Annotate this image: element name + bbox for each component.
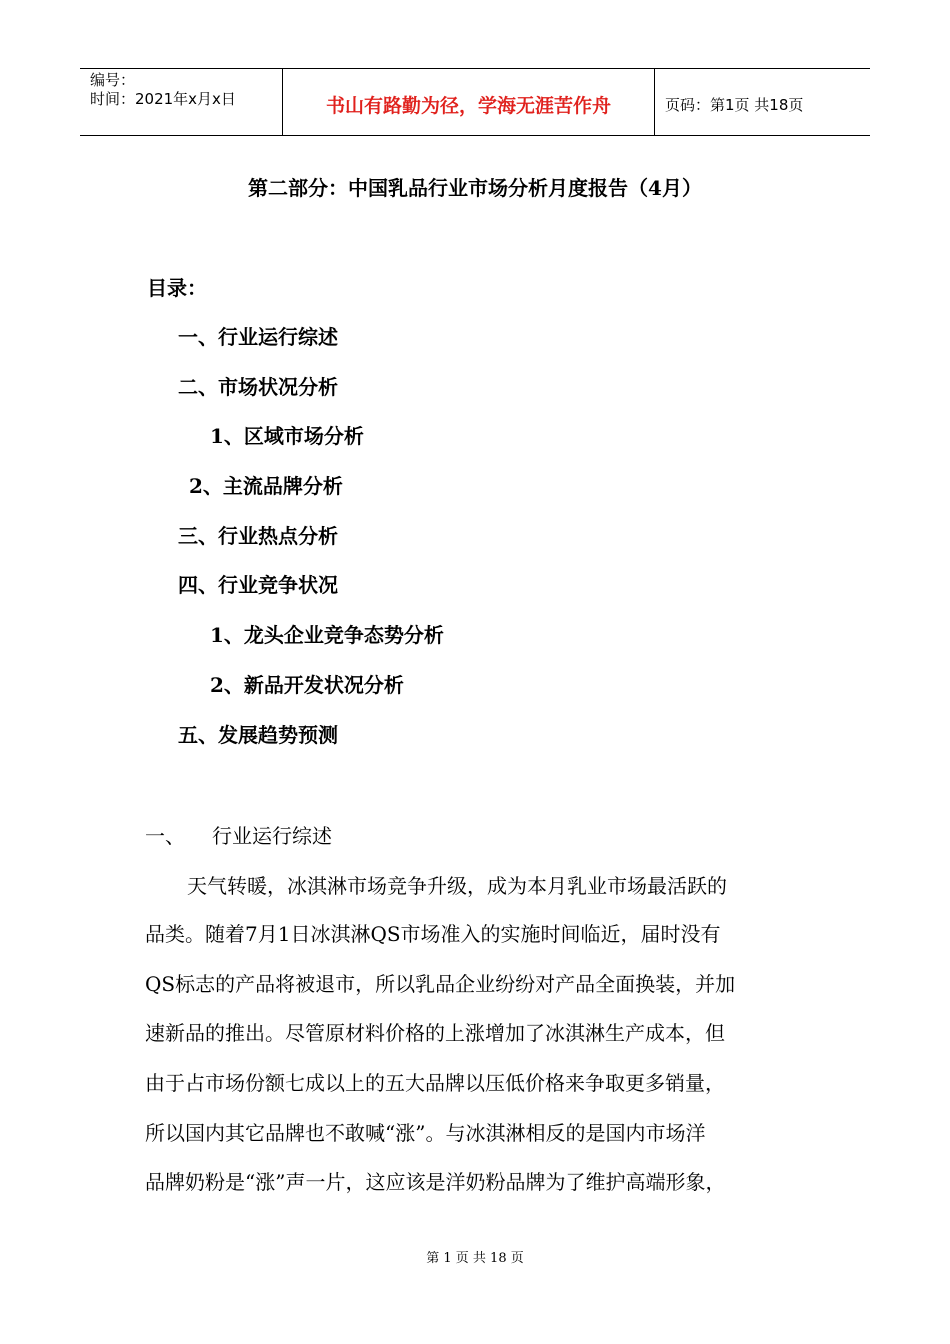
header-motto-cell	[282, 69, 655, 135]
toc-item: 二、市场状况分析	[178, 375, 338, 399]
header-meta-cell	[80, 69, 282, 135]
toc-item: 2、主流品牌分析	[189, 474, 343, 498]
toc-item: 三、行业热点分析	[178, 524, 338, 548]
paragraph-line: 所以国内其它品牌也不敢喊“涨”。与冰淇淋相反的是国内市场洋	[145, 1121, 706, 1145]
toc-item: 一、行业运行综述	[178, 325, 338, 349]
toc-item: 五、发展趋势预测	[178, 723, 338, 747]
toc-item: 四、行业竞争状况	[178, 573, 338, 597]
page-footer: 第 1 页 共 18 页	[426, 1251, 524, 1266]
header-page-info: 页码：第1页 共18页	[665, 96, 804, 114]
document-header	[80, 68, 870, 136]
header-page-cell	[655, 69, 870, 135]
document-number-label: 编号：	[90, 71, 136, 89]
toc-item: 2、新品开发状况分析	[210, 673, 404, 697]
toc-item: 1、龙头企业竞争态势分析	[210, 623, 444, 647]
header-motto: 书山有路勤为径，学海无涯苦作舟	[325, 95, 611, 117]
section-number: 一、	[145, 824, 185, 848]
paragraph-line: 速新品的推出。尽管原材料价格的上涨增加了冰淇淋生产成本，但	[145, 1021, 725, 1045]
document-title: 第二部分：中国乳品行业市场分析月度报告（4月）	[248, 176, 702, 200]
paragraph-line: 由于占市场份额七成以上的五大品牌以压低价格来争取更多销量，	[145, 1071, 725, 1095]
toc-heading: 目录：	[147, 276, 207, 300]
paragraph-line: QS标志的产品将被退市，所以乳品企业纷纷对产品全面换装，并加	[145, 972, 736, 996]
section-title: 行业运行综述	[212, 824, 332, 848]
paragraph-line: 品类。随着7月1日冰淇淋QS市场准入的实施时间临近，届时没有	[145, 922, 721, 946]
toc-item: 1、区域市场分析	[210, 424, 364, 448]
paragraph-line: 天气转暖，冰淇淋市场竞争升级，成为本月乳业市场最活跃的	[187, 874, 727, 898]
paragraph-line: 品牌奶粉是“涨”声一片，这应该是洋奶粉品牌为了维护高端形象，	[145, 1170, 726, 1194]
document-time-label: 时间：2021年x月x日	[90, 90, 236, 108]
